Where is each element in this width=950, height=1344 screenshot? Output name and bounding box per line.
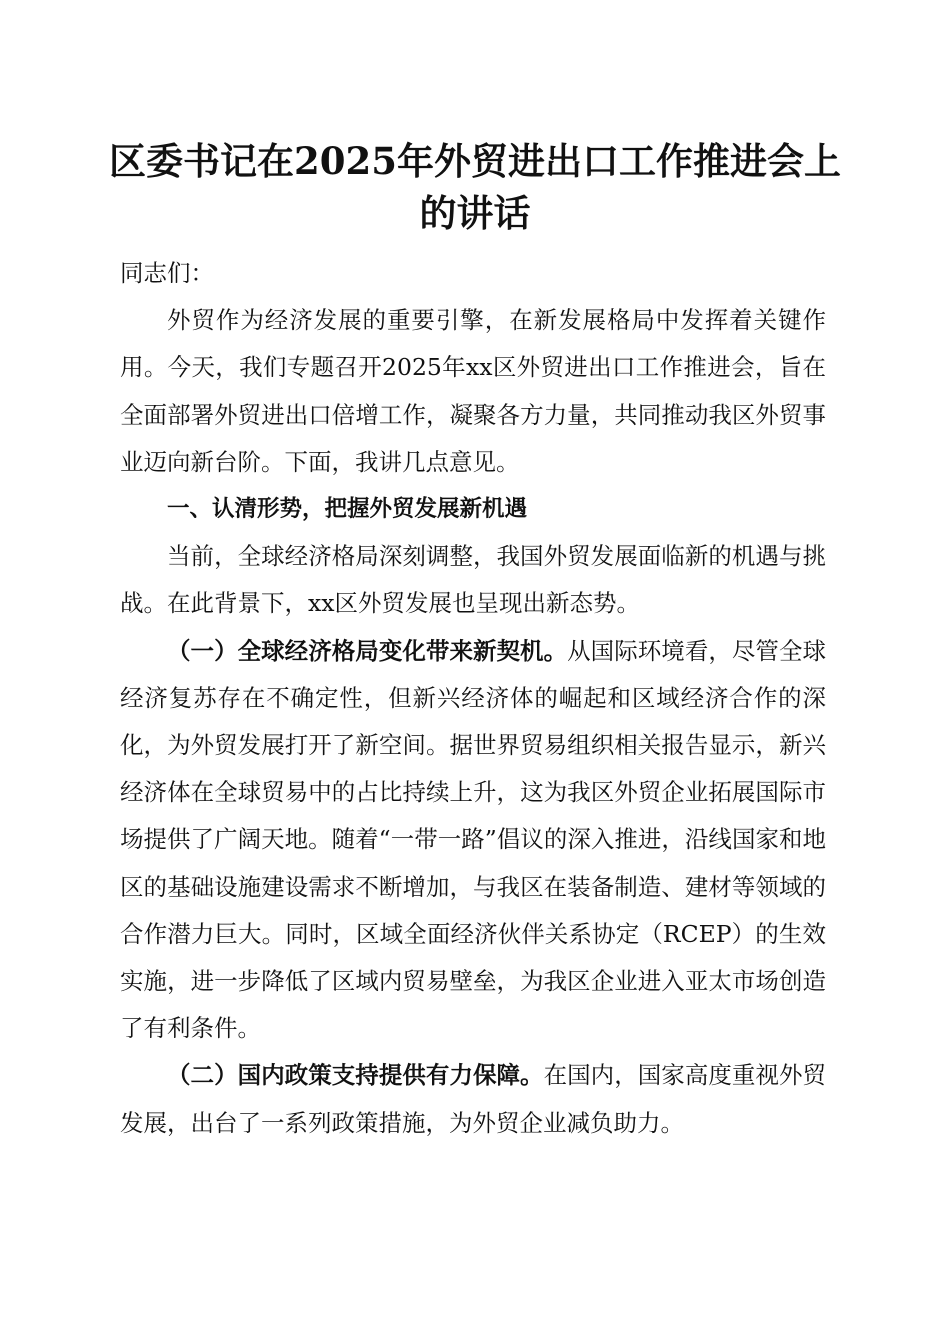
document-title xyxy=(100,135,850,239)
title-line-1: 区委书记在2025年外贸进出口工作推进会上 xyxy=(109,139,841,183)
document-body xyxy=(120,250,826,1147)
subsection-1-paragraph xyxy=(120,628,826,1053)
subsection-2-paragraph xyxy=(120,1052,826,1146)
subsection-2-body: 在国内，国家高度重视外贸发展，出台了一系列政策措施，为外贸企业减负助力。 xyxy=(120,1061,827,1137)
title-line-2: 的讲话 xyxy=(419,191,531,235)
subsection-2-lead: （二）国内政策支持提供有力保障。 xyxy=(167,1061,544,1090)
salutation: 同志们： xyxy=(120,259,214,287)
intro-paragraph: 外贸作为经济发展的重要引擎，在新发展格局中发挥着关键作用。今天，我们专题召开2025年xx区外贸进出口工作推进会，旨在全面部署外贸进出口倍增工作，凝聚各方力量，共同推动我区外贸事业迈向新台阶。下面，我讲几点意见。 xyxy=(120,306,826,476)
section-1-intro-paragraph: 当前，全球经济格局深刻调整，我国外贸发展面临新的机遇与挑战。在此背景下，xx区外贸发展也呈现出新态势。 xyxy=(120,542,826,618)
subsection-1-lead: （一）全球经济格局变化带来新契机。 xyxy=(167,636,568,665)
subsection-1-body: 从国际环境看，尽管全球经济复苏存在不确定性，但新兴经济体的崛起和区域经济合作的深化，为外贸发展打开了新空间。据世界贸易组织相关报告显示，新兴经济体在全球贸易中的占比持续上升，这为我区外贸企业拓展国际市场提供了广阔天地。随着“一带一路”倡议的深入推进，沿线国家和地区的基础设施建设需求不断增加，与我区在装备制造、建材等领域的合作潜力巨大。同时，区域全面经济伙伴关系协定（RCEP）的生效实施，进一步降低了区域内贸易壁垒，为我区企业进入亚太市场创造了有利条件。 xyxy=(120,636,827,1043)
section-1-heading: 一、认清形势，把握外贸发展新机遇 xyxy=(167,496,528,523)
